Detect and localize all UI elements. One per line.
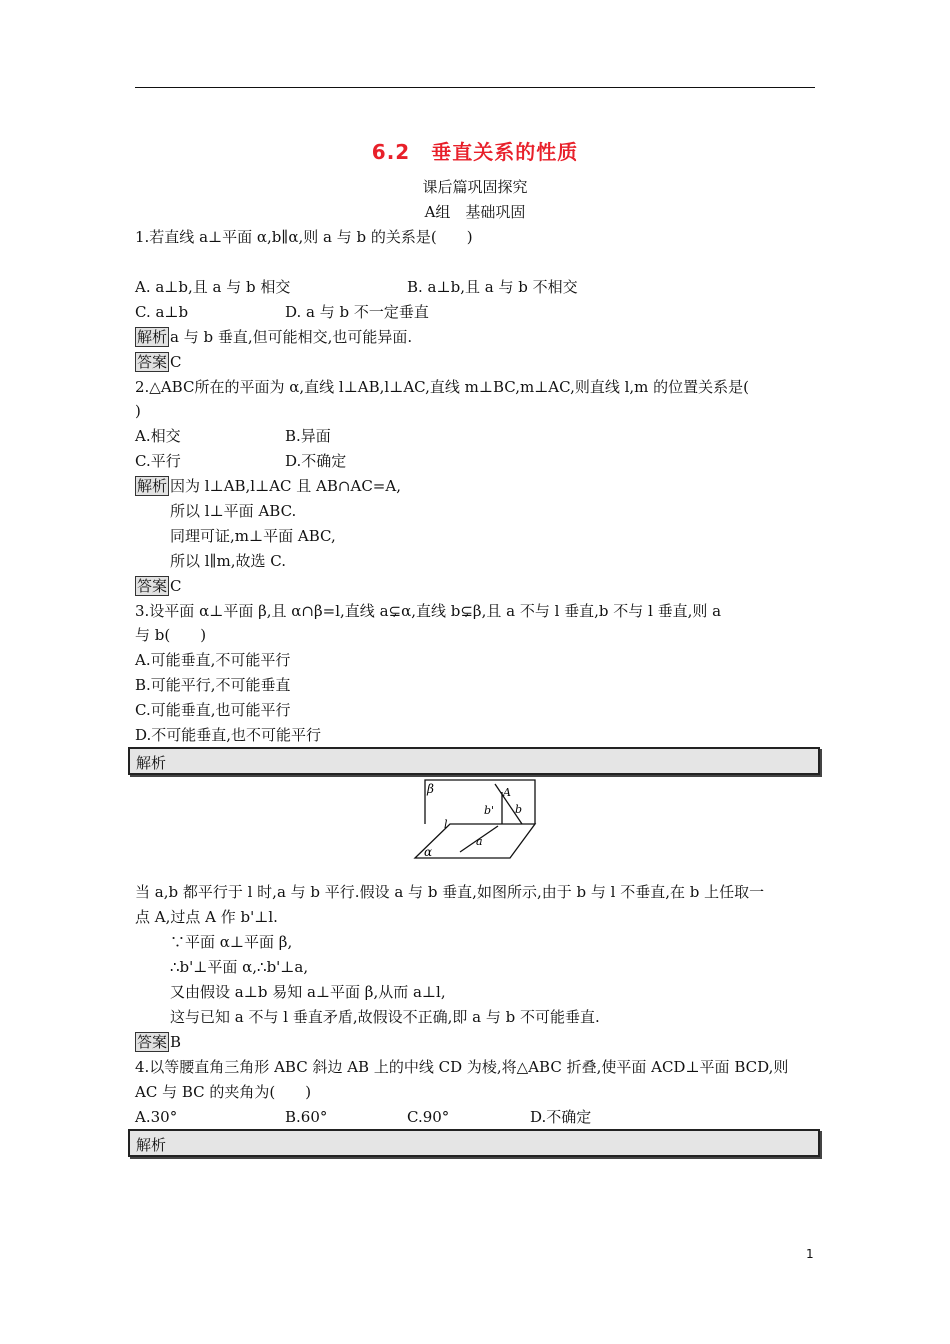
q3-answer-text: B (170, 1033, 182, 1051)
q1-analysis-text: a 与 b 垂直,但可能相交,也可能异面. (170, 328, 413, 346)
q2-analysis (135, 476, 401, 496)
q2-stem-line2: ) (135, 402, 141, 420)
q2-analysis-line3: 同理可证,m⊥平面 ABC, (170, 527, 336, 545)
q1-stem: 1.若直线 a⊥平面 α,b∥α,则 a 与 b 的关系是( ) (135, 228, 473, 246)
q2-option-a: A.相交 (135, 427, 181, 445)
q3-analysis-line4: ∴b'⊥平面 α,∴b'⊥a, (170, 958, 309, 976)
q3-analysis-line3: ∵平面 α⊥平面 β, (170, 933, 293, 951)
page-title: 6.2 垂直关系的性质 (371, 140, 579, 164)
q2-stem-line1: 2.△ABC所在的平面为 α,直线 l⊥AB,l⊥AC,直线 m⊥BC,m⊥AC,则直线 l,m 的位置关系是( (135, 378, 750, 396)
label-A: A (503, 786, 511, 799)
q3-analysis-box: 解析 (128, 747, 820, 775)
q3-analysis-line6: 这与已知 a 不与 l 垂直矛盾,故假设不正确,即 a 与 b 不可能垂直. (170, 1008, 600, 1026)
q2-analysis-line2: 所以 l⊥平面 ABC. (170, 502, 297, 520)
q4-option-a: A.30° (135, 1108, 178, 1126)
q2-answer (135, 576, 182, 596)
answer-tag: 答案 (137, 353, 168, 371)
q3-stem-line1: 3.设平面 α⊥平面 β,且 α∩β=l,直线 a⊊α,直线 b⊊β,且 a 不与 l 垂直,b 不与 l 垂直,则 a (135, 602, 722, 620)
q3-option-a: A.可能垂直,不可能平行 (135, 651, 291, 669)
q2-analysis-line4: 所以 l∥m,故选 C. (170, 552, 286, 570)
q1-option-c: C. a⊥b (135, 303, 189, 321)
label-b-prime: b' (484, 804, 495, 817)
q1-option-b: B. a⊥b,且 a 与 b 不相交 (407, 278, 578, 296)
q4-option-c: C.90° (407, 1108, 450, 1126)
q1-answer (135, 352, 182, 372)
analysis-tag: 解析 (137, 477, 168, 495)
q4-stem-line1: 4.以等腰直角三角形 ABC 斜边 AB 上的中线 CD 为棱,将△ABC 折叠,使平面 ACD⊥平面 BCD,则 (135, 1058, 789, 1076)
q2-option-c: C.平行 (135, 452, 181, 470)
label-beta: β (427, 782, 434, 796)
label-a: a (476, 835, 483, 848)
q1-option-a: A. a⊥b,且 a 与 b 相交 (135, 278, 291, 296)
q2-analysis-line1: 因为 l⊥AB,l⊥AC 且 AB∩AC=A, (170, 477, 401, 495)
group-heading: A组 基础巩固 (424, 203, 526, 221)
label-b: b (515, 803, 523, 816)
label-l: l (444, 818, 448, 831)
q3-option-d: D.不可能垂直,也不可能平行 (135, 726, 322, 744)
q4-analysis-box: 解析 (128, 1129, 820, 1157)
header-rule (135, 87, 815, 88)
q3-option-c: C.可能垂直,也可能平行 (135, 701, 291, 719)
label-alpha: α (424, 845, 433, 859)
q3-analysis-line1: 当 a,b 都平行于 l 时,a 与 b 平行.假设 a 与 b 垂直,如图所示,由于 b 与 l 不垂直,在 b 上任取一 (135, 883, 765, 901)
answer-tag: 答案 (137, 1033, 168, 1051)
q2-option-d: D.不确定 (285, 452, 347, 470)
plane-beta-outline (425, 780, 535, 824)
q3-stem-line2: 与 b( ) (135, 626, 207, 644)
subtitle: 课后篇巩固探究 (422, 178, 528, 196)
q4-stem-line2: AC 与 BC 的夹角为( ) (135, 1083, 312, 1101)
analysis-tag: 解析 (137, 328, 168, 346)
page-number: 1 (806, 1247, 814, 1261)
q3-option-b: B.可能平行,不可能垂直 (135, 676, 291, 694)
q2-answer-text: C (170, 577, 182, 595)
q3-figure (410, 778, 540, 862)
q1-answer-text: C (170, 353, 182, 371)
q3-analysis-line2: 点 A,过点 A 作 b'⊥l. (135, 908, 278, 926)
answer-tag: 答案 (137, 577, 168, 595)
q1-option-d: D. a 与 b 不一定垂直 (285, 303, 429, 321)
q1-analysis (135, 327, 412, 347)
q3-answer (135, 1032, 181, 1052)
q2-option-b: B.异面 (285, 427, 331, 445)
q3-analysis-line5: 又由假设 a⊥b 易知 a⊥平面 β,从而 a⊥l, (170, 983, 446, 1001)
q4-option-b: B.60° (285, 1108, 328, 1126)
q4-option-d: D.不确定 (530, 1108, 592, 1126)
